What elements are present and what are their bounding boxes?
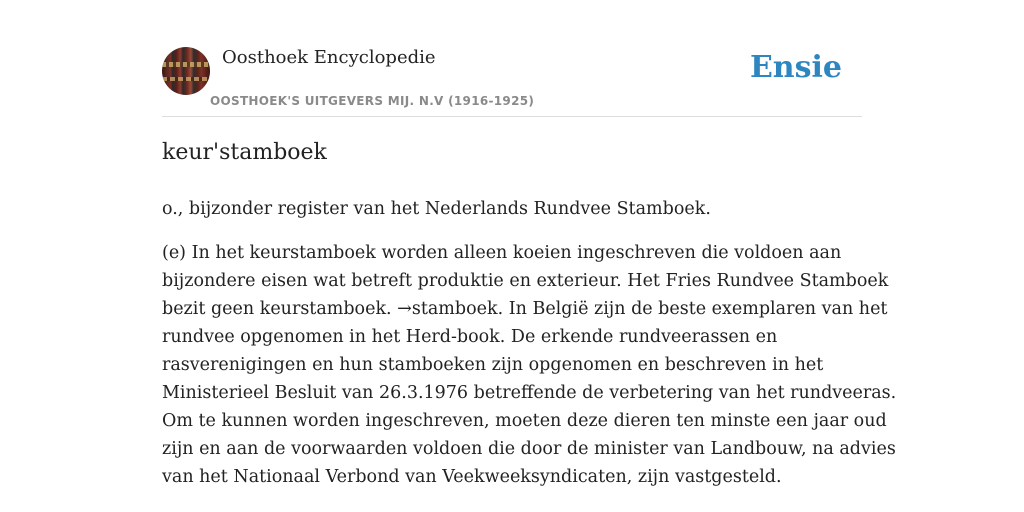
extra-text-line: Ministerieel Besluit van 26.3.1976 betreffende de verbetering van het rundveeras. — [162, 383, 897, 403]
source-subtitle: OOSTHOEK'S UITGEVERS MIJ. N.V (1916-1925) — [210, 94, 535, 108]
brand-logo[interactable]: Ensie — [749, 50, 842, 85]
extra-text-line: (e) In het keurstamboek worden alleen koeien ingeschreven die voldoen aan — [162, 243, 842, 263]
extra-text-line: rasverenigingen en hun stamboeken zijn opgenomen en beschreven in het — [162, 355, 824, 375]
extra-text-line: zijn en aan de voorwaarden voldoen die door de minister van Landbouw, na advies — [162, 439, 896, 459]
entry-extra-text — [162, 239, 897, 491]
extra-text-line: van het Nationaal Verbond van Veekweeksyndicaten, zijn vastgesteld. — [162, 467, 782, 487]
entry-definition: o., bijzonder register van het Nederlands Rundvee Stamboek. — [162, 199, 711, 219]
extra-text-line: Om te kunnen worden ingeschreven, moeten deze dieren ten minste een jaar oud — [162, 411, 887, 431]
entry-card — [162, 40, 897, 510]
source-title[interactable]: Oosthoek Encyclopedie — [222, 47, 436, 68]
book-spines-icon[interactable] — [162, 47, 210, 95]
entry-term: keur'stamboek — [162, 140, 327, 165]
extra-text-line: bezit geen keurstamboek. →stamboek. In België zijn de beste exemplaren van het — [162, 299, 888, 319]
source-header — [162, 40, 862, 117]
extra-text-line: rundvee opgenomen in het Herd-book. De erkende rundveerassen en — [162, 327, 778, 347]
extra-text-line: bijzondere eisen wat betreft produktie en exterieur. Het Fries Rundvee Stamboek — [162, 271, 889, 291]
